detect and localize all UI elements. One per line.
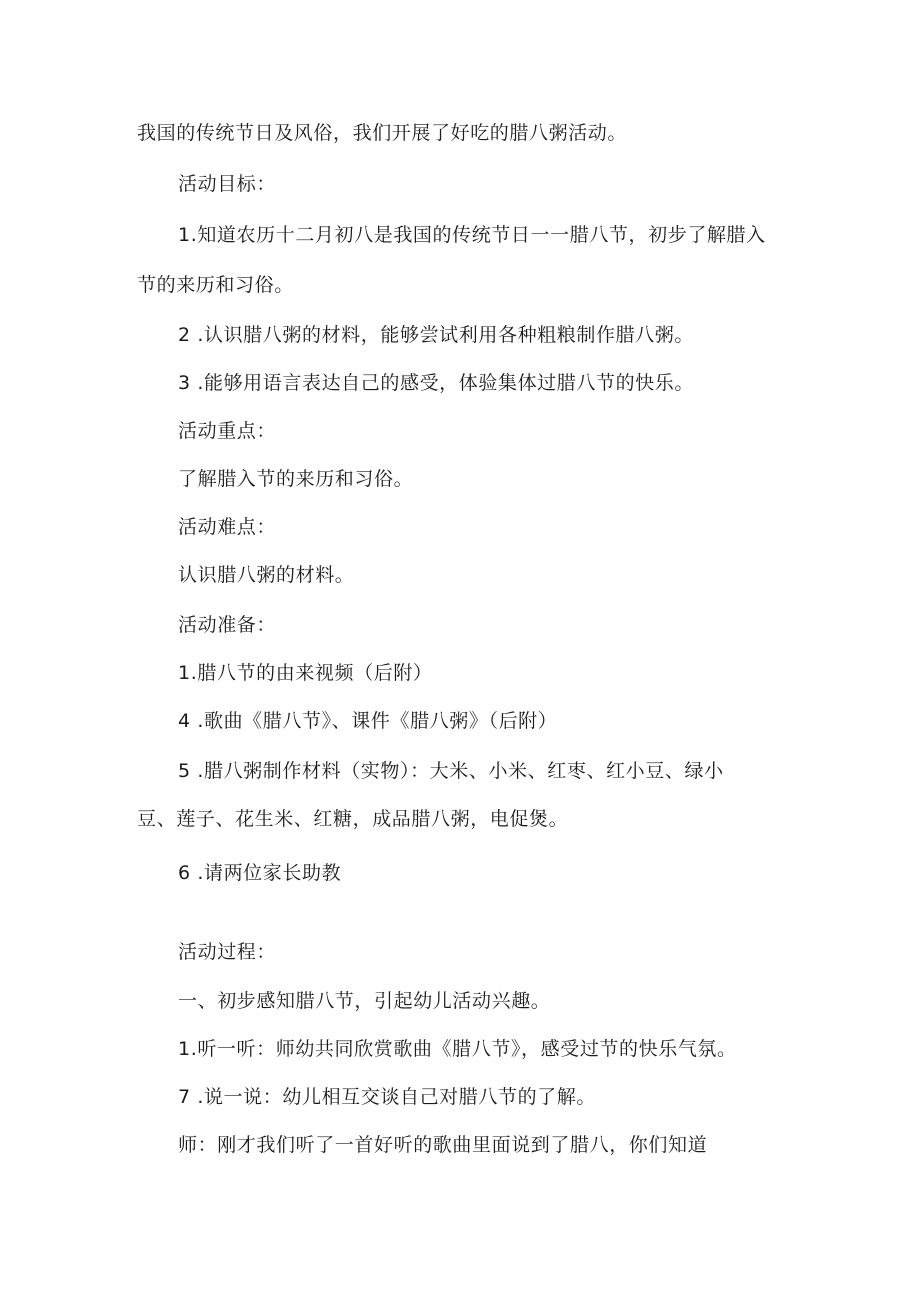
- text-line: 豆、莲子、花生米、红糖，成品腊八粥，电促煲。: [137, 808, 569, 830]
- text-line: 1.腊八节的由来视频（后附）: [178, 662, 433, 684]
- text-line: 师：刚才我们听了一首好听的歌曲里面说到了腊八，你们知道: [178, 1134, 708, 1156]
- text-line: 5 .腊八粥制作材料（实物）：大米、小米、红枣、红小豆、绿小: [178, 760, 724, 782]
- text-line: 了解腊入节的来历和习俗。: [178, 468, 414, 490]
- text-line: 6 .请两位家长助教: [178, 862, 342, 884]
- text-line: 1.听一听：师幼共同欣赏歌曲《腊八节》，感受过节的快乐气氛。: [178, 1038, 737, 1060]
- text-line: 一、初步感知腊八节，引起幼儿活动兴趣。: [178, 990, 551, 1012]
- text-line: 2 .认识腊八粥的材料，能够尝试利用各种粗粮制作腊八粥。: [178, 324, 694, 346]
- text-line: 认识腊八粥的材料。: [178, 564, 355, 586]
- text-line: 7 .说一说：幼儿相互交谈自己对腊八节的了解。: [178, 1086, 596, 1108]
- section-heading-preparation: 活动准备：: [178, 614, 277, 636]
- section-heading-difficulties: 活动难点：: [178, 516, 277, 538]
- section-heading-goals: 活动目标：: [178, 173, 277, 195]
- text-line: 我国的传统节日及风俗，我们开展了好吃的腊八粥活动。: [137, 122, 628, 144]
- text-line: 3 .能够用语言表达自己的感受，体验集体过腊八节的快乐。: [178, 372, 694, 394]
- section-heading-process: 活动过程：: [178, 941, 277, 963]
- text-line: 1.知道农历十二月初八是我国的传统节日一一腊八节，初步了解腊入: [178, 224, 766, 246]
- text-line: 节的来历和习俗。: [137, 274, 294, 296]
- text-line: 4 .歌曲《腊八节》、课件《腊八粥》（后附）: [178, 710, 558, 732]
- section-heading-key-points: 活动重点：: [178, 420, 277, 442]
